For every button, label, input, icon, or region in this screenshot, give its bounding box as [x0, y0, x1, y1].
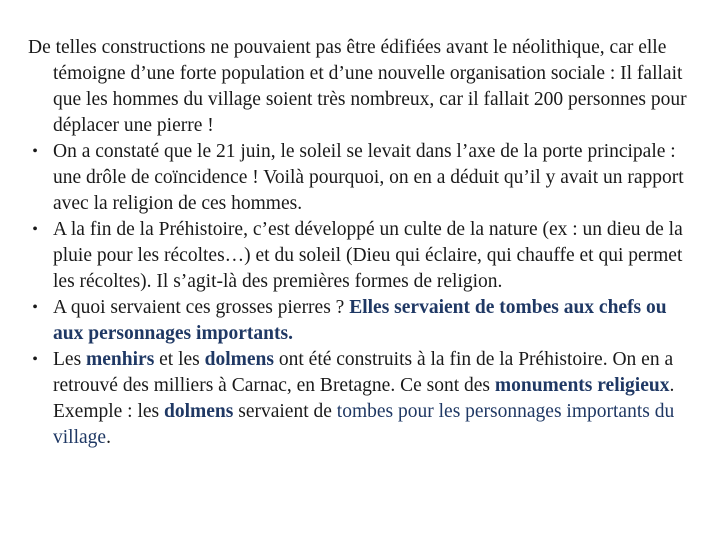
keyword-monuments-religieux: monuments religieux [494, 375, 670, 396]
bullet-text: A quoi servaient ces grosses pierres ? [53, 297, 350, 318]
bullet-text: . Exemple : les [53, 375, 675, 422]
intro-paragraph: De telles constructions ne pouvaient pas être édifiées avant le néolithique, car elle témoigne d’une forte population et d’une nouvelle organisation sociale : Il fallait que les hommes du village soient très nombreux, car il fallait 200 personnes pour déplacer une pierre ! [28, 37, 687, 136]
keyword-dolmens-2: dolmens [164, 401, 234, 422]
bullet-item-solstice [28, 139, 696, 217]
bullet-text: On a constaté que le 21 juin, le soleil se levait dans l’axe de la porte principale : une drôle de coïncidence ! Voilà pourquoi, on en a déduit qu’il y avait un rapport avec la religion de ces hommes. [53, 141, 684, 214]
bullet-icon: • [32, 299, 38, 316]
bullet-highlight: Elles servaient de tombes aux chefs ou aux personnages importants. [53, 297, 667, 344]
text-content [28, 35, 696, 451]
bullet-item-menhirs-dolmens [28, 347, 696, 451]
bullet-item-grosses-pierres [28, 295, 696, 347]
bullet-text: servaient de [233, 401, 337, 422]
bullet-text: ont été construits à la fin de la Préhistoire. On en a retrouvé des milliers à Carnac, en Bretagne. Ce sont des [53, 349, 674, 396]
bullet-text: . [106, 427, 111, 448]
keyword-dolmens: dolmens [204, 349, 274, 370]
bullet-icon: • [32, 351, 38, 368]
bullet-icon: • [32, 143, 38, 160]
bullet-icon: • [32, 221, 38, 238]
bullet-text: A la fin de la Préhistoire, c’est développé un culte de la nature (ex : un dieu de la pluie pour les récoltes…) et du soleil (Dieu qui éclaire, qui chauffe et qui permet les récoltes). Il s’agit-là des premières formes de religion. [53, 219, 683, 292]
bullet-text: Les [53, 349, 87, 370]
bullet-text: et les [154, 349, 205, 370]
bullet-item-culte-nature [28, 217, 696, 295]
keyword-tombes: tombes pour les personnages importants du village [53, 401, 675, 448]
keyword-menhirs: menhirs [86, 349, 155, 370]
